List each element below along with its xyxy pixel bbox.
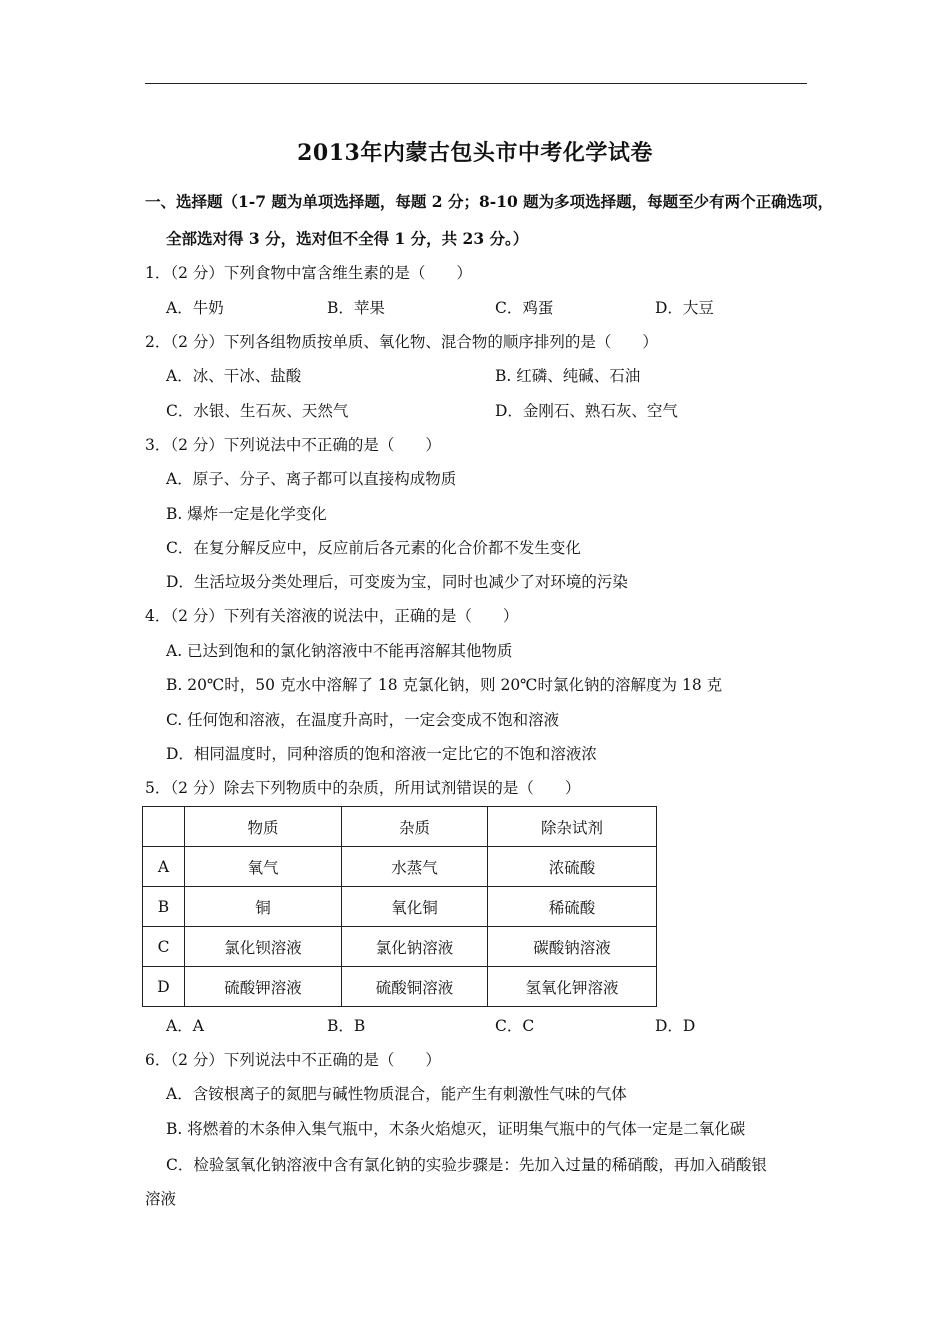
question-5-option-b: B．B (327, 1017, 366, 1035)
question-6-stem: 6．（2 分）下列说法中不正确的是（ ） (145, 1051, 441, 1069)
table-header-reagent: 除杂试剂 (488, 807, 657, 847)
question-2-option-a: A．冰、干冰、盐酸 (166, 367, 302, 385)
table-cell: B (143, 887, 185, 927)
table-cell: 稀硫酸 (488, 887, 657, 927)
question-4-option-a: A. 已达到饱和的氯化钠溶液中不能再溶解其他物质 (166, 642, 513, 660)
table-cell: 浓硫酸 (488, 847, 657, 887)
question-2-option-b: B. 红磷、纯碱、石油 (495, 367, 641, 385)
question-4-stem: 4．（2 分）下列有关溶液的说法中，正确的是（ ） (145, 607, 519, 625)
question-1-option-b: B．苹果 (327, 299, 385, 317)
question-3-option-b: B. 爆炸一定是化学变化 (166, 505, 327, 523)
table-cell: 硫酸钾溶液 (185, 967, 342, 1007)
question-1-option-c: C．鸡蛋 (495, 299, 554, 317)
table-header-impurity: 杂质 (342, 807, 488, 847)
question-2-stem: 2．（2 分）下列各组物质按单质、氧化物、混合物的顺序排列的是（ ） (145, 333, 658, 351)
table-cell: 硫酸铜溶液 (342, 967, 488, 1007)
question-3-option-d: D．生活垃圾分类处理后，可变废为宝，同时也减少了对环境的污染 (166, 573, 628, 591)
table-cell: 氯化钡溶液 (185, 927, 342, 967)
table-cell: 水蒸气 (342, 847, 488, 887)
question-5-option-a: A．A (166, 1017, 204, 1035)
table-header-row (143, 807, 657, 847)
question-3-option-a: A．原子、分子、离子都可以直接构成物质 (166, 470, 457, 488)
question-5-option-d: D．D (655, 1017, 696, 1035)
question-6-option-b: B. 将燃着的木条伸入集气瓶中，木条火焰熄灭，证明集气瓶中的气体一定是二氧化碳 (166, 1120, 746, 1138)
table-cell (143, 807, 185, 847)
question-3-option-c: C．在复分解反应中，反应前后各元素的化合价都不发生变化 (166, 539, 581, 557)
table-row (143, 887, 657, 927)
question-6-option-c-line2: 溶液 (145, 1190, 177, 1208)
question-6-option-a: A．含铵根离子的氮肥与碱性物质混合，能产生有刺激性气味的气体 (166, 1085, 627, 1103)
question-4-option-c: C. 任何饱和溶液，在温度升高时，一定会变成不饱和溶液 (166, 711, 560, 729)
table-cell: A (143, 847, 185, 887)
section-heading-line1: 一、选择题（1-7 题为单项选择题，每题 2 分；8-10 题为多项选择题，每题至少有两个正确选项， (145, 192, 834, 211)
question-5-table (142, 806, 657, 1007)
question-1-stem: 1．（2 分）下列食物中富含维生素的是（ ） (145, 264, 472, 282)
question-1-option-a: A．牛奶 (166, 299, 224, 317)
table-row (143, 967, 657, 1007)
question-3-stem: 3．（2 分）下列说法中不正确的是（ ） (145, 436, 441, 454)
table-cell: C (143, 927, 185, 967)
table-row (143, 847, 657, 887)
table-cell: D (143, 967, 185, 1007)
table-row (143, 927, 657, 967)
question-6-option-c-line1: C．检验氢氧化钠溶液中含有氯化钠的实验步骤是：先加入过量的稀硝酸，再加入硝酸银 (166, 1156, 767, 1174)
question-4-option-d: D．相同温度时，同种溶质的饱和溶液一定比它的不饱和溶液浓 (166, 745, 597, 763)
table-cell: 碳酸钠溶液 (488, 927, 657, 967)
table-cell: 氧化铜 (342, 887, 488, 927)
question-2-option-d: D．金刚石、熟石灰、空气 (495, 402, 678, 420)
question-4-option-b: B. 20℃时，50 克水中溶解了 18 克氯化钠，则 20℃时氯化钠的溶解度为 18 克 (166, 676, 723, 694)
table-cell: 氧气 (185, 847, 342, 887)
header-rule (145, 83, 807, 84)
page-title: 2013年内蒙古包头市中考化学试卷 (297, 140, 653, 166)
question-1-option-d: D．大豆 (655, 299, 714, 317)
table-cell: 氢氧化钾溶液 (488, 967, 657, 1007)
table-cell: 氯化钠溶液 (342, 927, 488, 967)
question-5-stem: 5．（2 分）除去下列物质中的杂质，所用试剂错误的是（ ） (145, 779, 581, 797)
table-cell: 铜 (185, 887, 342, 927)
question-5-option-c: C．C (495, 1017, 535, 1035)
section-heading-line2: 全部选对得 3 分，选对但不全得 1 分，共 23 分。） (166, 229, 529, 248)
table-header-substance: 物质 (185, 807, 342, 847)
question-2-option-c: C．水银、生石灰、天然气 (166, 402, 349, 420)
